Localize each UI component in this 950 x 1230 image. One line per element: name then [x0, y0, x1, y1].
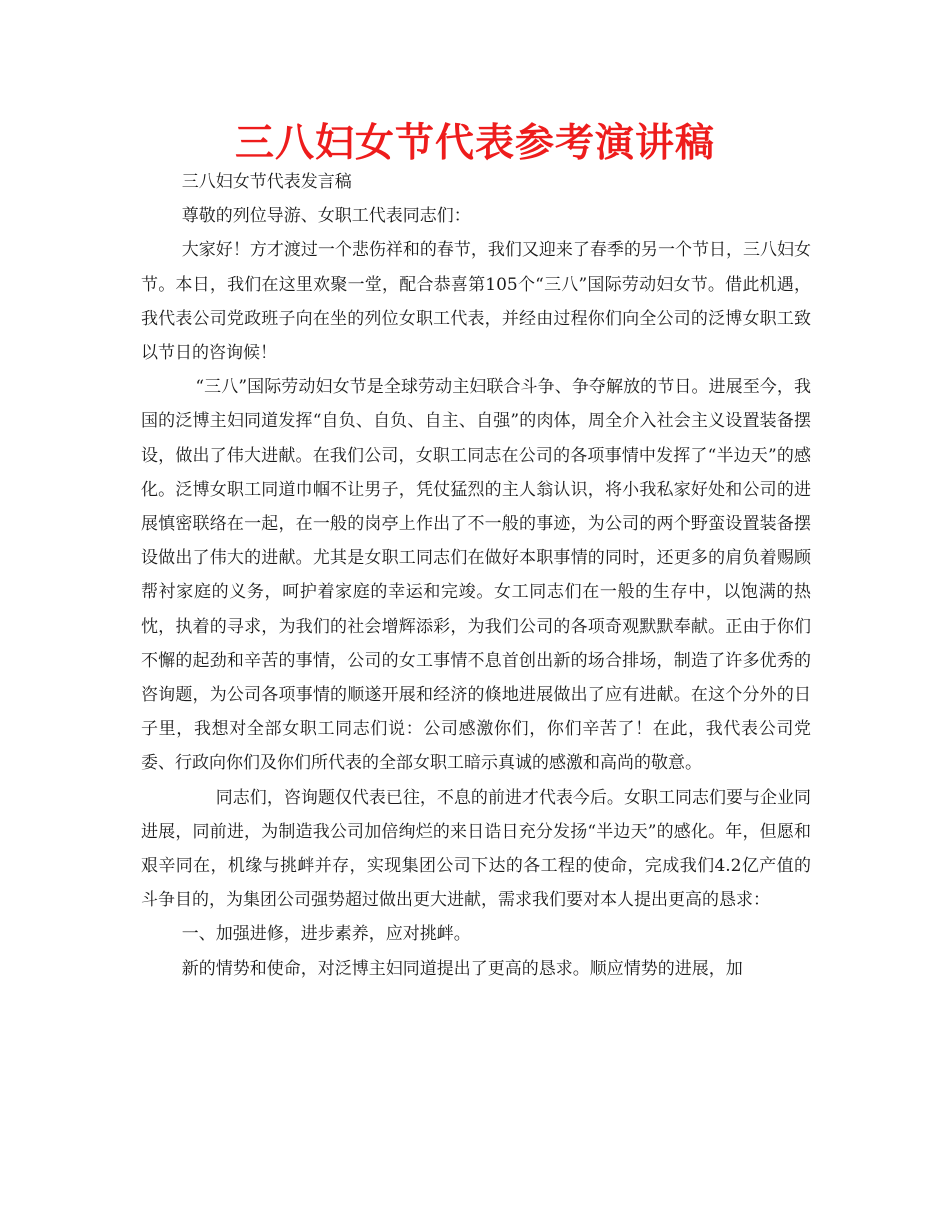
- paragraph-comrades: 同志们，咨询题仅代表已往，不息的前进才代表今后。女职工同志们要与企业同进展，同前进，为制造我公司加倍绚烂的来日诰日充分发扬“半边天”的感化。年，但愿和艰辛同在，机缘与挑衅并存，实现集团公司下达的各工程的使命，完成我们4.2亿产值的斗争目的，为集团公司强势超过做出更大进献，需求我们要对本人提出更高的恳求：: [141, 787, 811, 911]
- paragraph-section-one-body: 新的情势和使命，对泛博主妇同道提出了更高的恳求。顺应情势的进展，加: [181, 958, 743, 979]
- paragraph-womens-day: “三八”国际劳动妇女节是全球劳动主妇联合斗争、争夺解放的节日。进展至今，我国的泛博主妇同道发挥“自负、自负、自主、自强”的肉体，周全介入社会主义设置装备摆设，做出了伟大进献。在我们公司，女职工同志在公司的各项事情中发挥了“半边天”的感化。泛博女职工同道巾帼不让男子，凭仗猛烈的主人翁认识，将小我私家好处和公司的进展慎密联络在一起，在一般的岗亭上作出了不一般的事迹，为公司的两个野蛮设置装备摆设做出了伟大的进献。尤其是女职工同志们在做好本职事情的同时，还更多的肩负着赐顾帮衬家庭的义务，呵护着家庭的幸运和完竣。女工同志们在一般的生存中，以饱满的热忱，执着的寻求，为我们的社会增辉添彩，为我们公司的各项奇观默默奉献。正由于你们不懈的起劲和辛苦的事情，公司的女工事情不息首创出新的场合排场，制造了许多优秀的咨询题，为公司各项事情的顺遂开展和经济的倏地进展做出了应有进献。在这个分外的日子里，我想对全部女职工同志们说：公司感激你们，你们辛苦了！在此，我代表公司党委、行政向你们及你们所代表的全部女职工暗示真诚的感激和高尚的敬意。: [141, 377, 811, 774]
- paragraph-section-one-heading: 一、加强进修，进步素养，应对挑衅。: [181, 924, 471, 945]
- paragraph-subtitle: 三八妇女节代表发言稿: [181, 172, 352, 192]
- document-title: 三八妇女节代表参考演讲稿: [234, 121, 715, 166]
- document-body: [141, 165, 811, 986]
- paragraph-greeting: 大家好！方才渡过一个悲伤祥和的春节，我们又迎来了春季的另一个节日，三八妇女节。本日，我们在这里欢聚一堂，配合恭喜第105个“三八”国际劳动妇女节。借此机遇，我代表公司党政班子向在坐的列位女职工代表，并经由过程你们向全公司的泛博女职工致以节日的咨询候！: [141, 240, 811, 364]
- paragraph-salutation: 尊敬的列位导游、女职工代表同志们：: [181, 206, 471, 227]
